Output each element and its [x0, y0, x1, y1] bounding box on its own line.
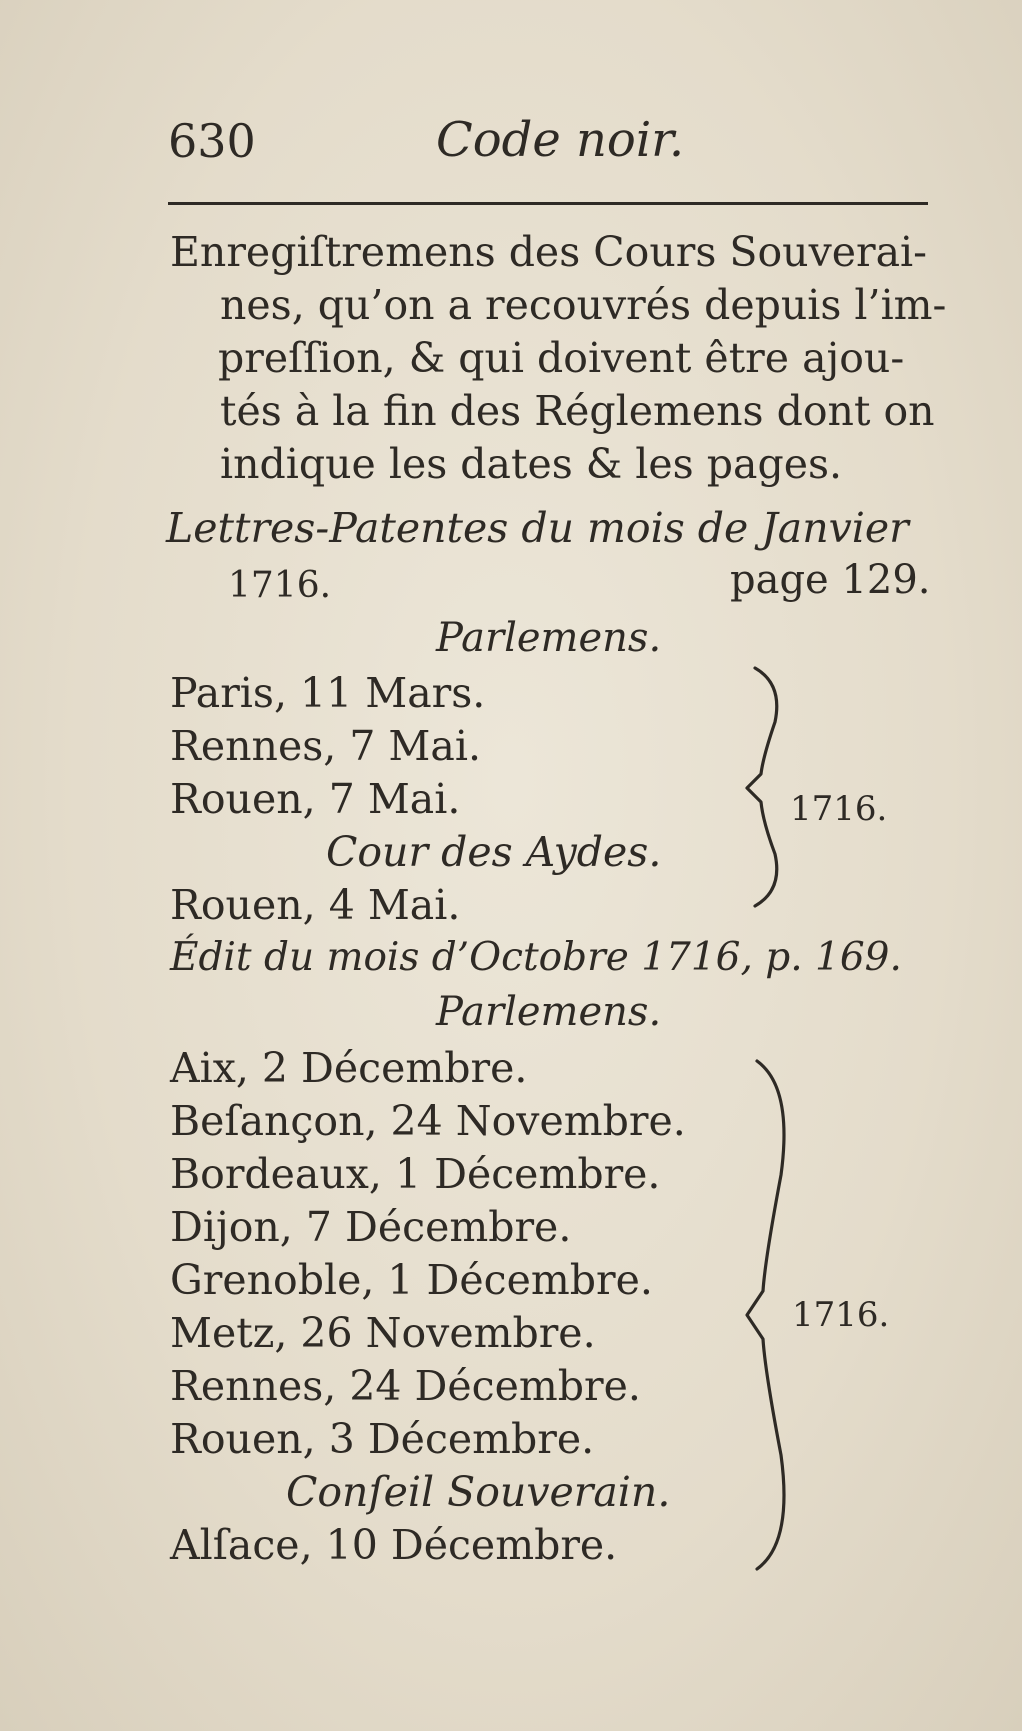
section-2-entry-2: Beſançon, 24 Novembre. [170, 1097, 686, 1145]
section-2-title: Édit du mois d’Octobre 1716, p. 169. [170, 935, 902, 980]
section-1-brace [735, 662, 795, 912]
section-1-entry-3: Rouen, 7 Mai. [170, 775, 461, 823]
running-title: Code noir. [436, 112, 685, 168]
section-1-page-ref: page 129. [730, 557, 931, 603]
section-2-brace-year: 1716. [792, 1295, 890, 1335]
intro-line-4: tés à la fin des Réglemens dont on [220, 387, 935, 435]
section-1-heading-parlemens: Parlemens. [436, 615, 662, 661]
section-1-year-line: 1716. [228, 565, 332, 606]
section-1-entry-4: Rouen, 4 Mai. [170, 881, 461, 929]
header-rule [168, 202, 928, 205]
intro-line-3: preſſion, & qui doivent être ajou- [218, 334, 905, 382]
section-2-entry-9: Alſace, 10 Décembre. [170, 1521, 618, 1569]
section-1-brace-year: 1716. [790, 789, 888, 829]
section-1-entry-2: Rennes, 7 Mai. [170, 722, 482, 770]
page-number: 630 [168, 114, 256, 168]
section-2-entry-8: Rouen, 3 Décembre. [170, 1415, 595, 1463]
section-2-entry-5: Grenoble, 1 Décembre. [170, 1256, 653, 1304]
section-1-entry-1: Paris, 11 Mars. [170, 669, 486, 717]
intro-line-5: indique les dates & les pages. [220, 440, 843, 488]
section-2-heading-conseil-souverain: Conſeil Souverain. [286, 1468, 671, 1516]
section-1-title: Lettres-Patentes du mois de Janvier [166, 504, 909, 552]
section-2-entry-3: Bordeaux, 1 Décembre. [170, 1150, 661, 1198]
intro-line-2: nes, qu’on a recouvrés depuis l’im- [220, 281, 947, 329]
section-1-heading-cour-des-aydes: Cour des Aydes. [326, 828, 662, 876]
intro-line-1: Enregiſtremens des Cours Souverai- [170, 228, 928, 276]
section-2-heading-parlemens: Parlemens. [436, 989, 662, 1035]
section-2-entry-7: Rennes, 24 Décembre. [170, 1362, 641, 1410]
section-2-entry-4: Dijon, 7 Décembre. [170, 1203, 572, 1251]
section-2-entry-6: Metz, 26 Novembre. [170, 1309, 596, 1357]
section-2-entry-1: Aix, 2 Décembre. [170, 1044, 528, 1092]
